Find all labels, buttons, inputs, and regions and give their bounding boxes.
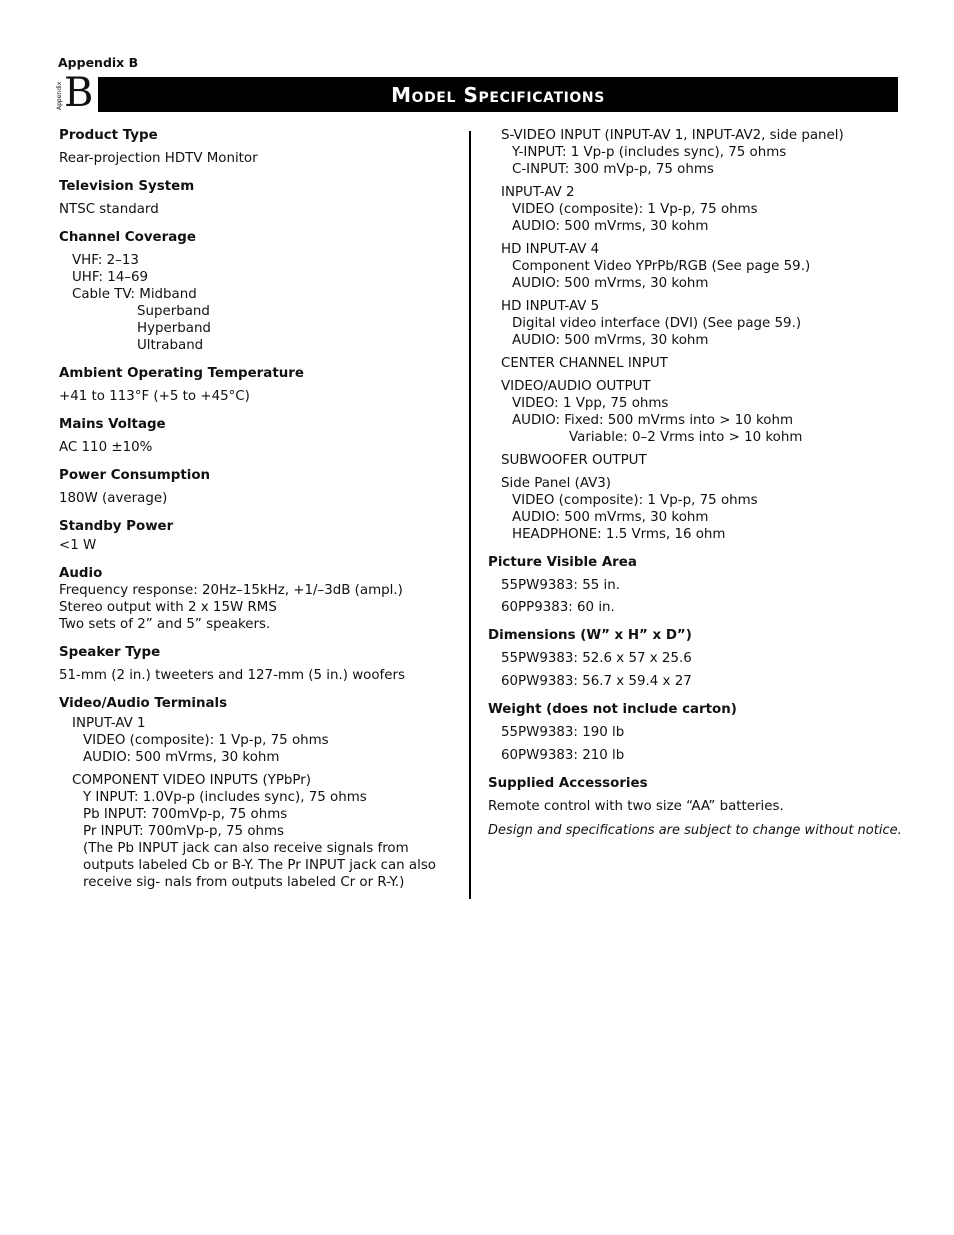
spec-line: Digital video interface (DVI) (See page 59.) <box>512 316 802 331</box>
spec-line: HD INPUT-AV 5 <box>501 299 600 314</box>
section-value: NTSC standard <box>59 202 159 217</box>
section-heading: Power Consumption <box>59 468 211 483</box>
section-heading: Speaker Type <box>59 645 161 660</box>
spec-line: 60PW9383: 56.7 x 59.4 x 27 <box>501 674 692 689</box>
section-standby-power <box>59 518 459 554</box>
spec-line: VIDEO (composite): 1 Vp-p, 75 ohms <box>512 202 758 217</box>
section-picture-area <box>488 554 908 616</box>
spec-line: C-INPUT: 300 mVp-p, 75 ohms <box>512 162 714 177</box>
section-heading: Standby Power <box>59 519 174 534</box>
section-speaker-type <box>59 644 459 684</box>
spec-line: VHF: 2–13 <box>72 253 139 268</box>
left-column <box>59 127 459 902</box>
spec-line: SUBWOOFER OUTPUT <box>501 453 647 468</box>
terminal-hd-av4 <box>488 241 908 292</box>
spec-line: HEADPHONE: 1.5 Vrms, 16 ohm <box>512 527 726 542</box>
section-heading: Audio <box>59 566 103 581</box>
section-product-type <box>59 127 459 167</box>
spec-line: Frequency response: 20Hz–15kHz, +1/–3dB (ampl.) <box>59 583 403 598</box>
spec-line: 55PW9383: 52.6 x 57 x 25.6 <box>501 651 692 666</box>
right-column <box>488 127 908 839</box>
spec-line: Pr INPUT: 700mVp-p, 75 ohms <box>83 824 285 839</box>
spec-line: CENTER CHANNEL INPUT <box>501 356 668 371</box>
terminal-svideo <box>488 127 908 178</box>
spec-line: Component Video YPrPb/RGB (See page 59.) <box>512 259 811 274</box>
spec-line: Y INPUT: 1.0Vp-p (includes sync), 75 ohms <box>83 790 367 805</box>
terminal-av2 <box>488 184 908 235</box>
section-heading: Channel Coverage <box>59 230 196 245</box>
section-dimensions <box>488 627 908 690</box>
terminal-subwoofer <box>488 452 908 469</box>
spec-line: Y-INPUT: 1 Vp-p (includes sync), 75 ohms <box>512 145 787 160</box>
spec-line: Side Panel (AV3) <box>501 476 612 491</box>
section-accessories <box>488 775 908 815</box>
section-value: AC 110 ±10% <box>59 440 153 455</box>
spec-line: AUDIO: 500 mVrms, 30 kohm <box>512 333 709 348</box>
terminal-hd-av5 <box>488 298 908 349</box>
section-value: +41 to 113°F (+5 to +45°C) <box>59 389 250 404</box>
section-heading: Picture Visible Area <box>488 555 637 570</box>
appendix-mark-letter: B <box>64 70 94 116</box>
spec-line: INPUT-AV 2 <box>501 185 575 200</box>
section-heading: Ambient Operating Temperature <box>59 366 304 381</box>
notice-text: Design and specifications are subject to change without notice. <box>488 823 902 838</box>
terminal-video-audio-output <box>488 378 908 446</box>
appendix-mark <box>56 70 96 116</box>
appendix-label: Appendix B <box>58 55 139 70</box>
spec-line: Hyperband <box>137 321 211 336</box>
spec-line: Pb INPUT: 700mVp-p, 75 ohms <box>83 807 288 822</box>
spec-line: AUDIO: 500 mVrms, 30 kohm <box>512 510 709 525</box>
spec-line: Stereo output with 2 x 15W RMS <box>59 600 277 615</box>
spec-line: 60PP9383: 60 in. <box>501 600 615 615</box>
spec-line: Ultraband <box>137 338 204 353</box>
spec-line: Variable: 0–2 Vrms into > 10 kohm <box>569 430 803 445</box>
section-heading: Dimensions (W” x H” x D”) <box>488 628 692 643</box>
page-title: Model Specifications <box>391 83 605 107</box>
column-divider <box>469 131 471 899</box>
section-power-consumption <box>59 467 459 507</box>
section-heading: Television System <box>59 179 195 194</box>
spec-line: 55PW9383: 190 lb <box>501 725 625 740</box>
section-mains-voltage <box>59 416 459 456</box>
appendix-mark-small: Appendix <box>56 81 63 110</box>
section-weight <box>488 701 908 764</box>
section-audio <box>59 565 459 633</box>
spec-line: UHF: 14–69 <box>72 270 149 285</box>
section-heading: Product Type <box>59 128 158 143</box>
title-bar <box>98 77 898 112</box>
spec-line: AUDIO: 500 mVrms, 30 kohm <box>512 219 709 234</box>
terminal-av1 <box>59 715 459 766</box>
spec-line: Superband <box>137 304 210 319</box>
spec-note: (The Pb INPUT jack can also receive signals from outputs labeled Cb or B-Y. The Pr INPUT jack can also receive sig- nals from outputs labeled Cr or R-Y.) <box>83 841 436 890</box>
spec-line: COMPONENT VIDEO INPUTS (YPbPr) <box>72 773 311 788</box>
section-terminals <box>59 695 459 891</box>
section-heading: Mains Voltage <box>59 417 166 432</box>
section-channel-coverage <box>59 229 459 354</box>
section-value: Rear-projection HDTV Monitor <box>59 151 258 166</box>
section-value: Remote control with two size “AA” batteries. <box>488 799 784 814</box>
section-value: <1 W <box>59 538 97 553</box>
spec-line: S-VIDEO INPUT (INPUT-AV 1, INPUT-AV2, side panel) <box>501 128 844 143</box>
section-ambient-temperature <box>59 365 459 405</box>
spec-line: Two sets of 2” and 5” speakers. <box>59 617 271 632</box>
spec-line: VIDEO (composite): 1 Vp-p, 75 ohms <box>83 733 329 748</box>
section-value: 51-mm (2 in.) tweeters and 127-mm (5 in.) woofers <box>59 668 405 683</box>
spec-line: VIDEO: 1 Vpp, 75 ohms <box>512 396 669 411</box>
terminal-side-panel <box>488 475 908 543</box>
section-heading: Weight (does not include carton) <box>488 702 737 717</box>
section-television-system <box>59 178 459 218</box>
terminal-component <box>59 772 459 891</box>
spec-line: Cable TV: Midband <box>72 287 197 302</box>
spec-line: AUDIO: Fixed: 500 mVrms into > 10 kohm <box>512 413 794 428</box>
spec-line: HD INPUT-AV 4 <box>501 242 600 257</box>
section-heading: Supplied Accessories <box>488 776 648 791</box>
spec-line: VIDEO/AUDIO OUTPUT <box>501 379 651 394</box>
section-heading: Video/Audio Terminals <box>59 696 228 711</box>
spec-line: INPUT-AV 1 <box>72 716 146 731</box>
terminal-center-channel <box>488 355 908 372</box>
spec-line: 60PW9383: 210 lb <box>501 748 625 763</box>
section-value: 180W (average) <box>59 491 168 506</box>
spec-line: AUDIO: 500 mVrms, 30 kohm <box>512 276 709 291</box>
spec-line: AUDIO: 500 mVrms, 30 kohm <box>83 750 280 765</box>
spec-line: 55PW9383: 55 in. <box>501 578 620 593</box>
spec-line: VIDEO (composite): 1 Vp-p, 75 ohms <box>512 493 758 508</box>
